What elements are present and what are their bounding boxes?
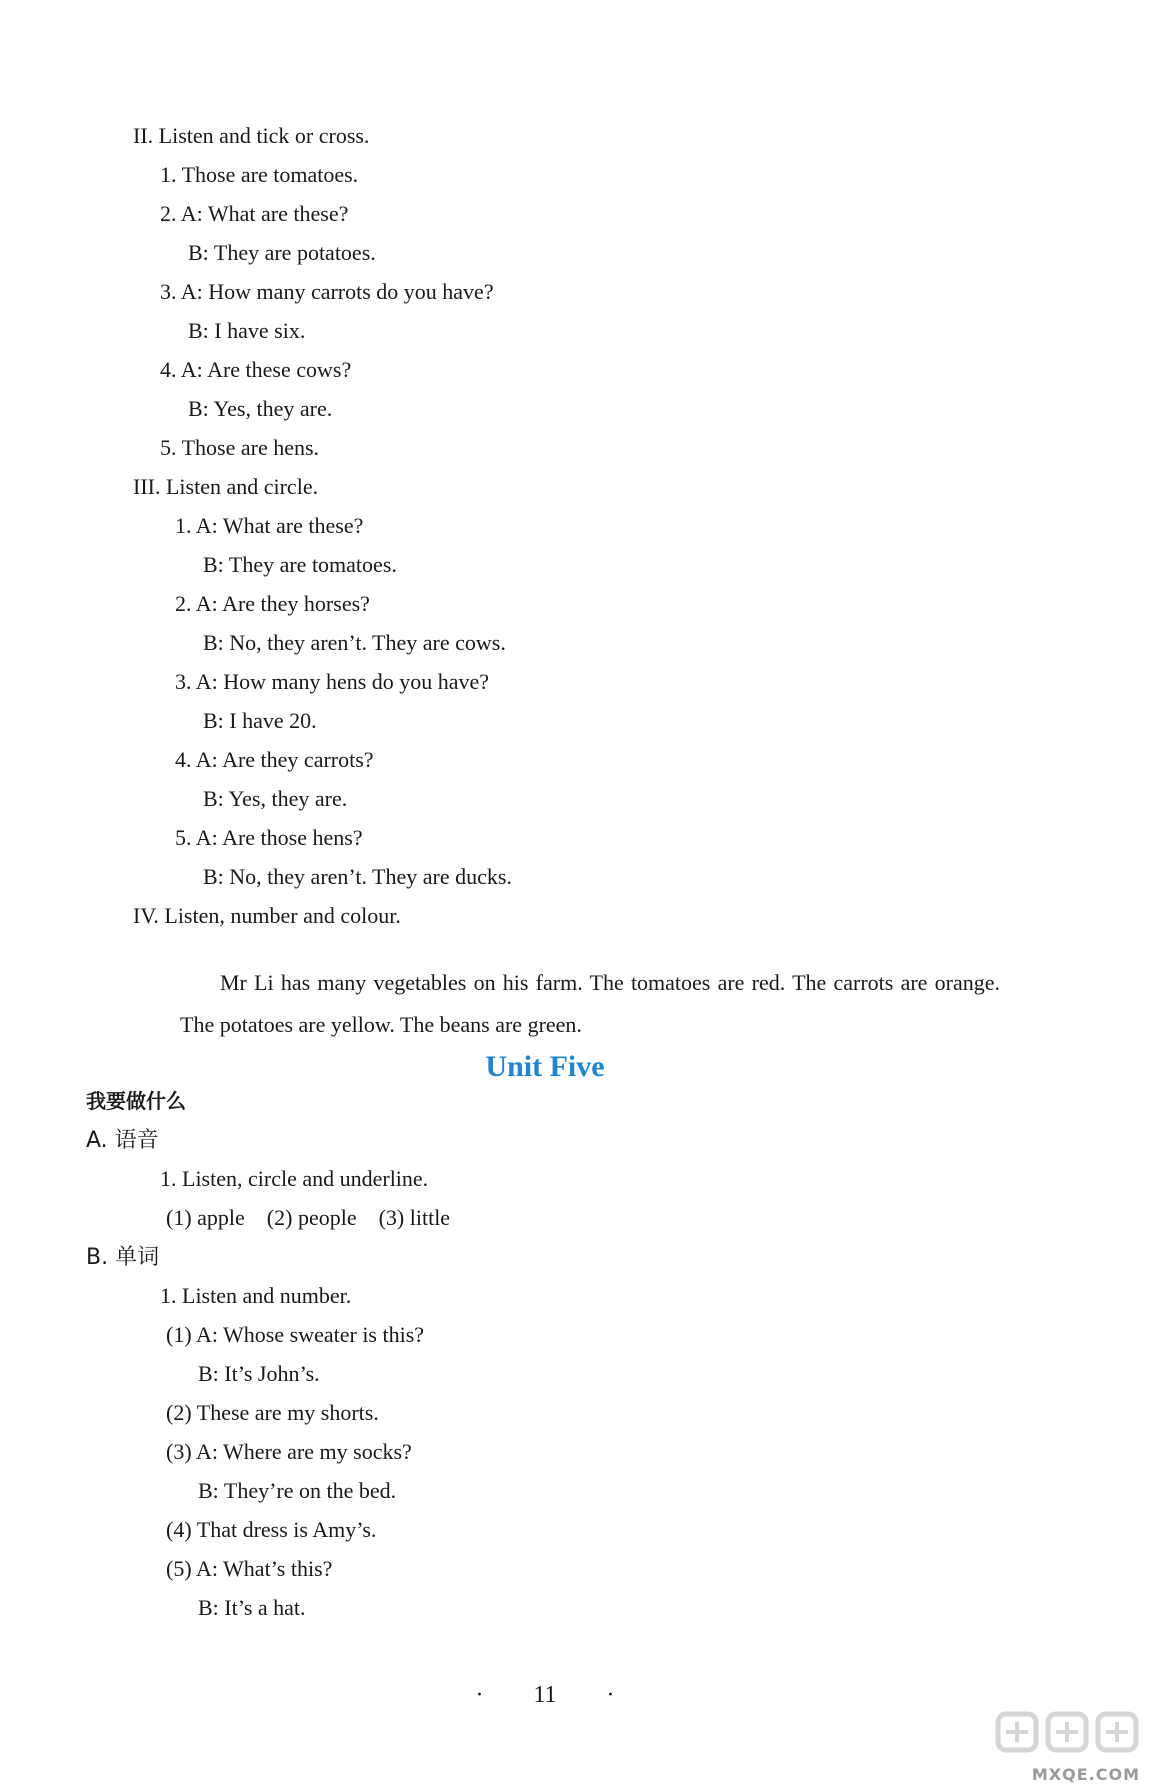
section-2-line: B: Yes, they are.: [188, 396, 333, 421]
part-b-line: (2) These are my shorts.: [166, 1400, 379, 1425]
section-3-line: B: Yes, they are.: [203, 786, 348, 811]
section-3-line: B: I have 20.: [203, 708, 317, 733]
section-3-line: 1. A: What are these?: [175, 513, 364, 538]
section-3-line: 2. A: Are they horses?: [175, 591, 370, 616]
section-4-heading: IV. Listen, number and colour.: [133, 903, 401, 928]
part-b-item: 1. Listen and number.: [160, 1283, 352, 1308]
section-2-heading: II. Listen and tick or cross.: [133, 123, 370, 148]
part-a-heading: A. 语音: [86, 1128, 159, 1153]
unit-subtitle: 我要做什么: [86, 1089, 186, 1113]
page-number: [0, 1682, 1090, 1709]
section-2-line: 1. Those are tomatoes.: [160, 162, 359, 187]
part-b-line: B: They’re on the bed.: [198, 1478, 397, 1503]
section-3-line: B: They are tomatoes.: [203, 552, 397, 577]
page-number-value: 11: [533, 1682, 557, 1708]
section-2-line: 4. A: Are these cows?: [160, 357, 352, 382]
unit-title: Unit Five: [485, 1050, 605, 1083]
section-2-line: 3. A: How many carrots do you have?: [160, 279, 494, 304]
watermark-text: MXQE.COM: [1031, 1765, 1140, 1784]
part-a-answers: (1) apple (2) people (3) little: [166, 1205, 451, 1230]
part-a-item: 1. Listen, circle and underline.: [160, 1166, 429, 1191]
part-b-line: (5) A: What’s this?: [166, 1556, 333, 1581]
part-b-line: B: It’s a hat.: [198, 1595, 306, 1620]
section-3-heading: III. Listen and circle.: [133, 474, 319, 499]
part-b-line: B: It’s John’s.: [198, 1361, 320, 1386]
page-dot-right: ·: [606, 1682, 615, 1708]
section-2-line: B: They are potatoes.: [188, 240, 376, 265]
section-2-line: 5. Those are hens.: [160, 435, 320, 460]
section-3-line: 4. A: Are they carrots?: [175, 747, 374, 772]
section-4-paragraph: Mr Li has many vegetables on his farm. The tomatoes are red. The carrots are orange. The potatoes are yellow. The beans are green.: [180, 970, 1000, 1037]
page-dot-left: ·: [475, 1682, 484, 1708]
section-3-line: 5. A: Are those hens?: [175, 825, 363, 850]
section-3-line: 3. A: How many hens do you have?: [175, 669, 490, 694]
section-3-line: B: No, they aren’t. They are ducks.: [203, 864, 512, 889]
part-b-line: (1) A: Whose sweater is this?: [166, 1322, 425, 1347]
part-b-line: (4) That dress is Amy’s.: [166, 1517, 377, 1542]
answer-stamp-icon: [992, 1710, 1142, 1772]
section-2-line: B: I have six.: [188, 318, 306, 343]
part-b-line: (3) A: Where are my socks?: [166, 1439, 412, 1464]
section-2-line: 2. A: What are these?: [160, 201, 349, 226]
part-b-heading: B. 单词: [86, 1245, 160, 1270]
section-3-line: B: No, they aren’t. They are cows.: [203, 630, 506, 655]
